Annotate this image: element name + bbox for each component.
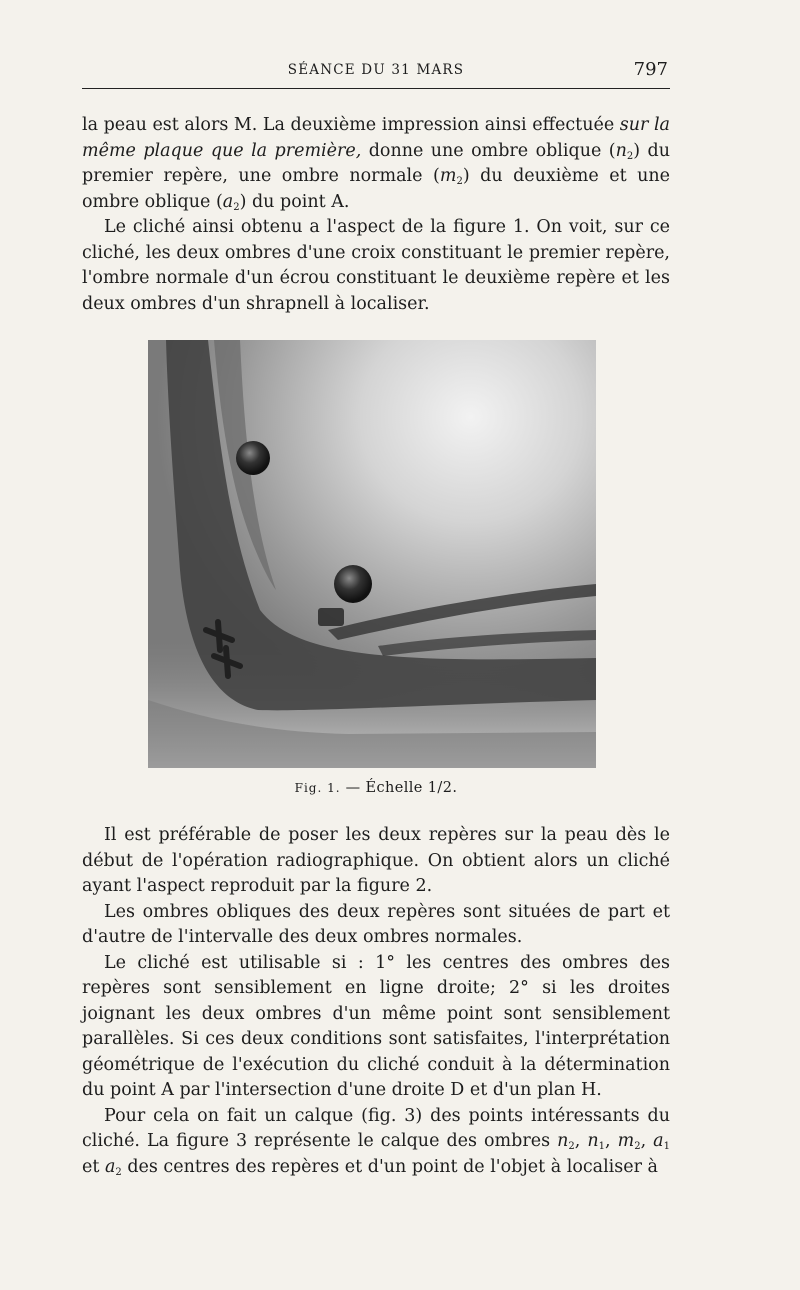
paragraph: [82, 900, 670, 951]
paragraph: [82, 823, 670, 900]
text-block-top: [82, 113, 670, 317]
italic-run: n: [587, 1131, 599, 1151]
text-run: Le cliché ainsi obtenu a l'aspect de la figure 1. On voit, sur ce cliché, les deux ombres d'une croix constituant le premier repère, l'ombre normale d'un écrou constituant le deuxième repère et les deux ombres d'un shrapnell à localiser.: [82, 217, 670, 314]
italic-run: m: [439, 166, 457, 186]
text-block-bottom: [82, 823, 670, 1180]
italic-run: sur la même plaque que la première,: [82, 115, 670, 161]
text-run: ,: [574, 1131, 588, 1151]
radiograph-figure: [148, 340, 596, 768]
text-run: ) du premier repère, une ombre normale (: [82, 140, 670, 186]
subscript: 2: [634, 1141, 641, 1152]
subscript: 1: [598, 1141, 605, 1152]
page-number: 797: [633, 59, 668, 80]
figure-scale: — Échelle 1/2.: [340, 780, 458, 796]
paragraph: [82, 113, 670, 215]
paragraph: [82, 215, 670, 317]
italic-run: m: [617, 1131, 635, 1151]
text-run: ,: [604, 1131, 618, 1151]
text-run: Le cliché est utilisable si : 1° les centres des ombres des repères sont sensiblement en ligne droite; 2° si les droites joignant les deux ombres d'un même point sont sensiblement parallèles. Si ces deux conditions sont satisfaites, l'interprétation géométrique de l'exécution du cliché conduit à la détermination du point A par l'intersection d'une droite D et d'un plan H.: [82, 952, 670, 1100]
text-run: la peau est alors M. La deuxième impression ainsi effectuée: [82, 115, 620, 135]
subscript: 2: [233, 201, 240, 213]
italic-run: a: [222, 191, 234, 212]
paragraph: [82, 951, 670, 1104]
text-run: des centres des repères et d'un point de l'objet à localiser à: [121, 1156, 658, 1177]
italic-run: n: [615, 140, 627, 161]
subscript: 1: [663, 1141, 670, 1152]
page-header: [82, 58, 670, 89]
figure-caption: [82, 780, 670, 796]
text-run: Il est préférable de poser les deux repères sur la peau dès le début de l'opération radiographique. On obtient alors un cliché ayant l'aspect reproduit par la figure 2.: [82, 825, 670, 896]
text-run: ,: [640, 1131, 654, 1151]
subscript: 2: [626, 150, 634, 162]
subscript: 2: [456, 176, 463, 187]
text-run: ) du point A.: [239, 191, 350, 212]
italic-run: n: [557, 1131, 569, 1151]
text-run: Les ombres obliques des deux repères sont situées de part et d'autre de l'intervalle des deux ombres normales.: [82, 901, 670, 947]
text-run: ) du deuxième et une ombre oblique (: [82, 166, 670, 212]
italic-run: a: [104, 1156, 116, 1177]
paragraph: [82, 1104, 670, 1181]
text-run: et: [82, 1156, 105, 1177]
text-run: Pour cela on fait un calque (fig. 3) des points intéressants du cliché. La figure 3 représente le calque des ombres: [82, 1105, 670, 1151]
text-run: donne une ombre oblique (: [361, 140, 616, 161]
subscript: 2: [115, 1166, 122, 1178]
subscript: 2: [568, 1141, 575, 1152]
running-head: SÉANCE DU 31 MARS: [287, 62, 465, 78]
italic-run: a: [653, 1131, 664, 1151]
figure-label: Fig. 1.: [294, 781, 341, 795]
